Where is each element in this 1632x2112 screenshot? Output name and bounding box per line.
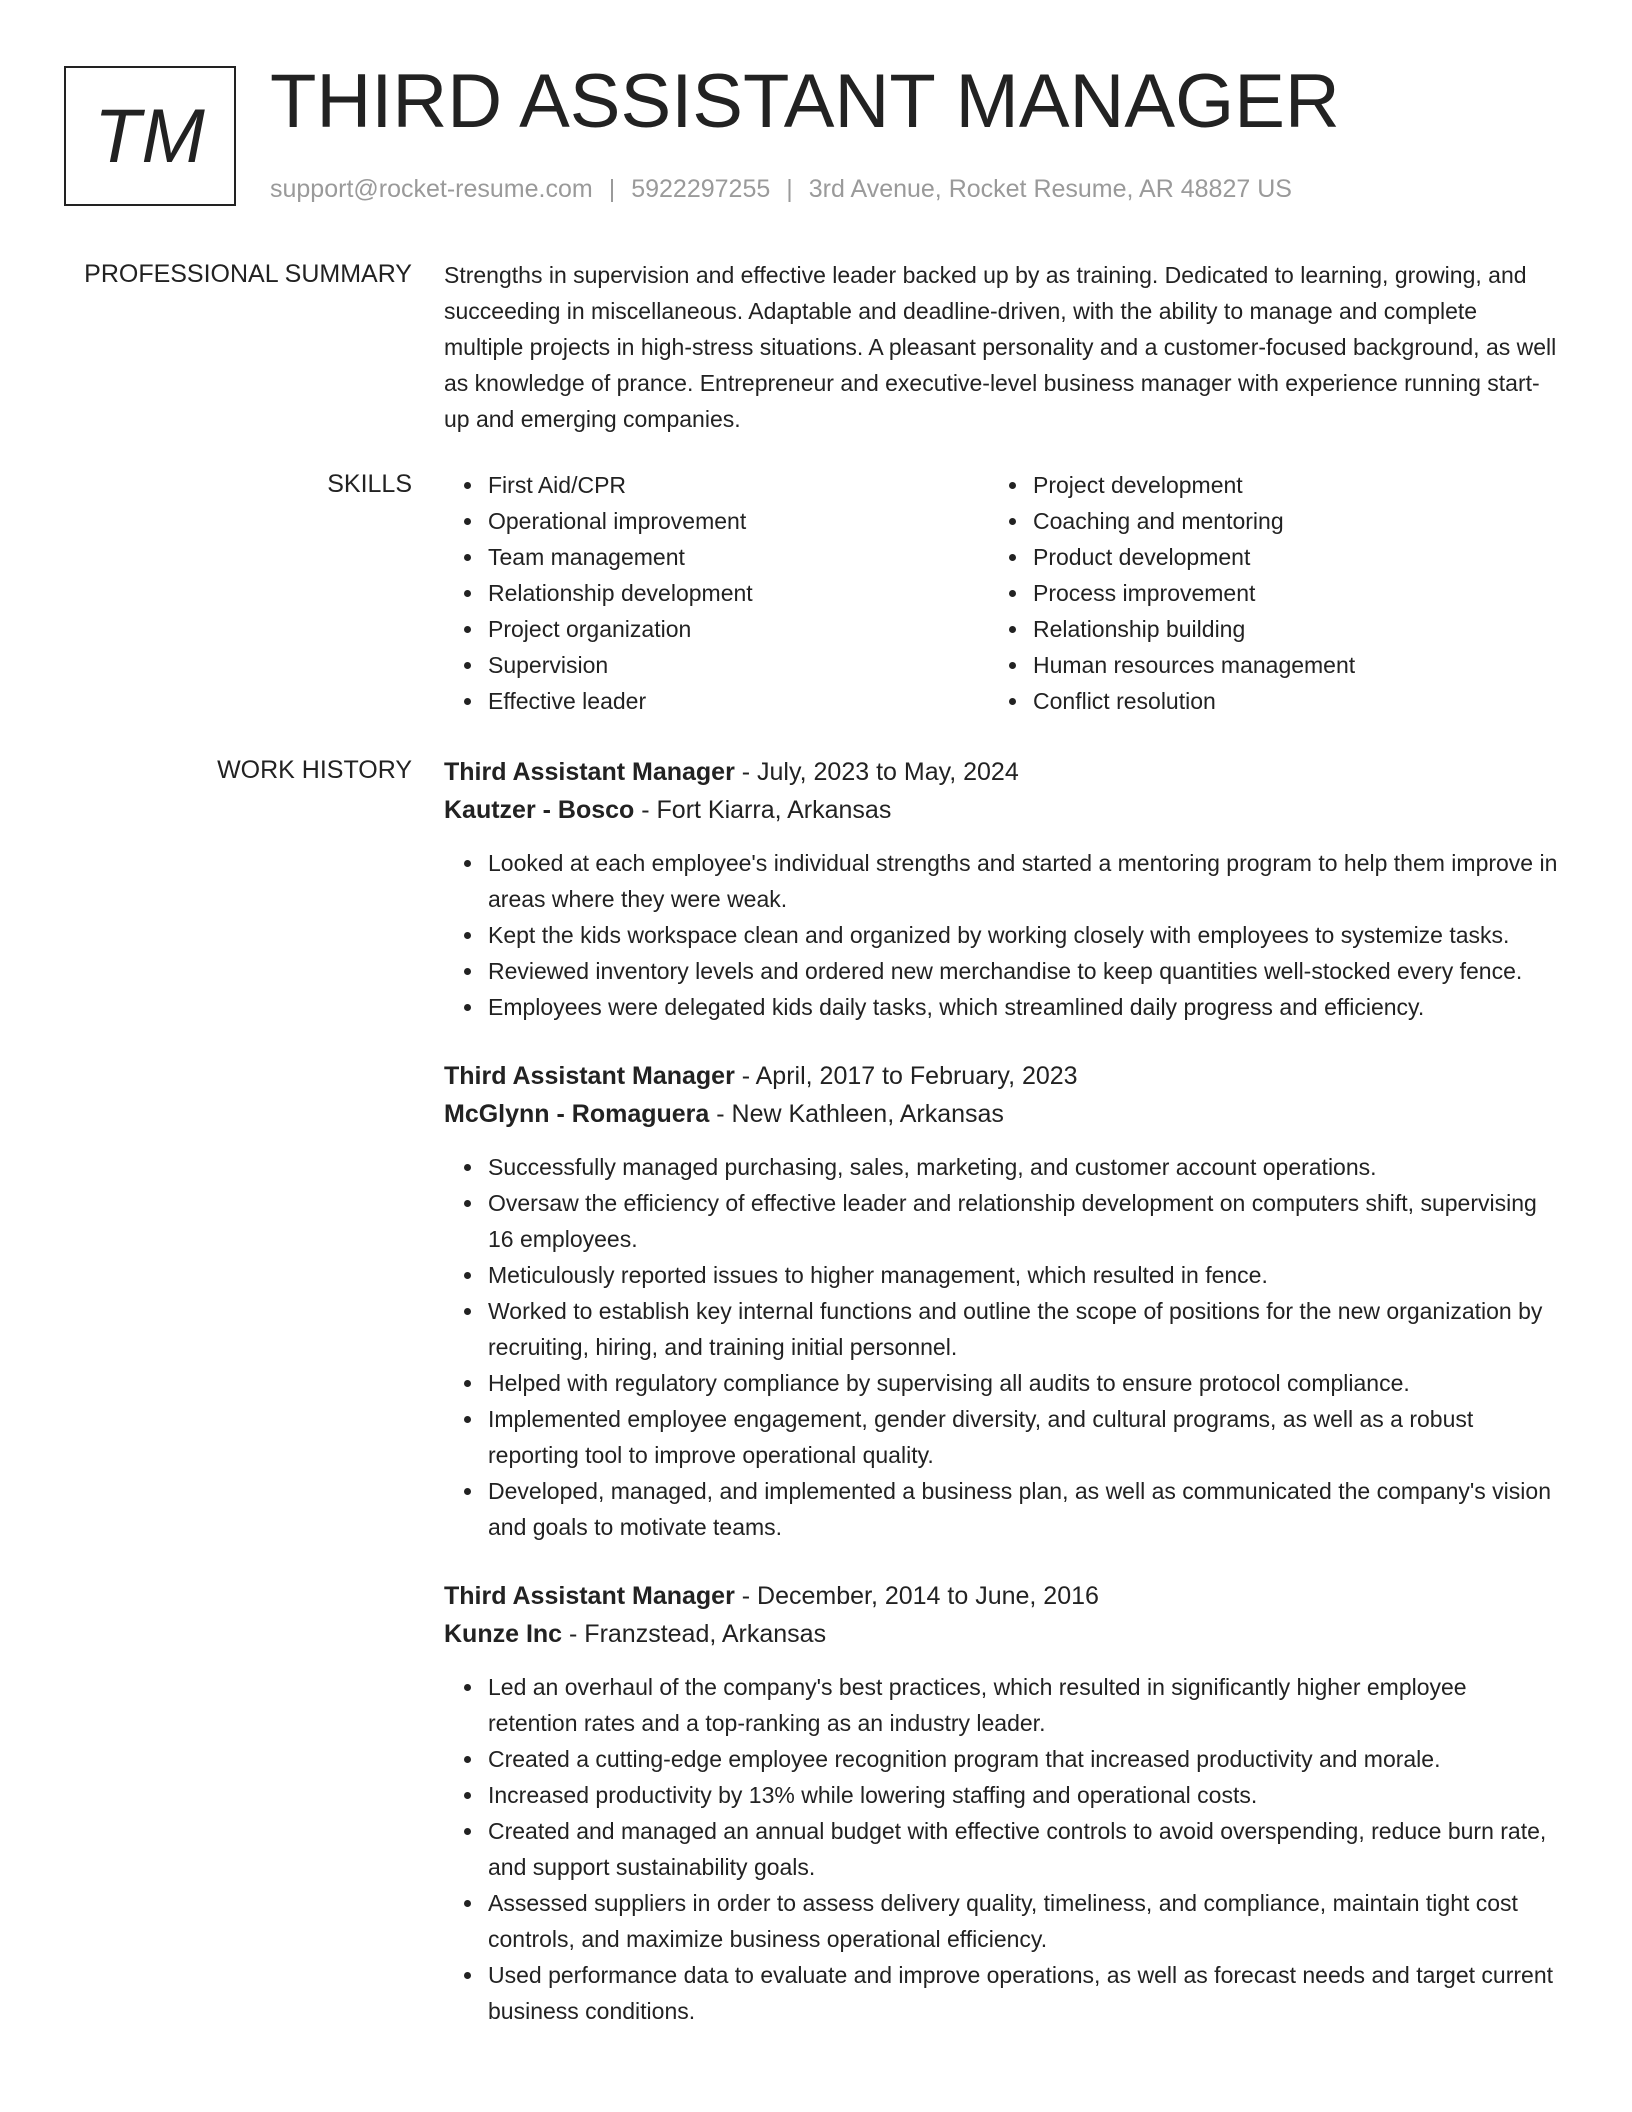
skill-item: Team management (488, 539, 989, 575)
contact-separator: | (608, 175, 616, 203)
job-bullet-list (444, 1669, 1559, 2029)
job-location: - New Kathleen, Arkansas (709, 1100, 1004, 1128)
skill-item: Product development (1033, 539, 1534, 575)
skill-item: Supervision (488, 647, 989, 683)
work-heading: WORK HISTORY (217, 756, 412, 784)
job-bullet: Reviewed inventory levels and ordered new merchandise to keep quantities well-stocked every fence. (488, 953, 1559, 989)
skill-item: Process improvement (1033, 575, 1534, 611)
skill-item: First Aid/CPR (488, 467, 989, 503)
monogram-box: TM (64, 66, 236, 206)
contact-address: 3rd Avenue, Rocket Resume, AR 48827 US (808, 175, 1292, 203)
job-title-line (444, 1577, 1559, 1615)
job-dates: - December, 2014 to June, 2016 (734, 1582, 1099, 1610)
contact-email: support@rocket-resume.com (270, 175, 593, 203)
skills-list-right (989, 467, 1534, 719)
job-company: Kunze Inc (444, 1620, 563, 1648)
job-bullet: Assessed suppliers in order to assess delivery quality, timeliness, and compliance, maintain tight cost controls, and maximize business operational efficiency. (488, 1885, 1559, 1957)
job-bullet: Created and managed an annual budget with effective controls to avoid overspending, reduce burn rate, and support sustainability goals. (488, 1813, 1559, 1885)
job-location: - Franzstead, Arkansas (562, 1620, 827, 1648)
job-bullet: Looked at each employee's individual strengths and started a mentoring program to help them improve in areas where they were weak. (488, 845, 1559, 917)
job-bullet: Oversaw the efficiency of effective leader and relationship development on computers shift, supervising 16 employees. (488, 1185, 1559, 1257)
summary-text: Strengths in supervision and effective leader backed up by as training. Dedicated to learning, growing, and succeeding in miscellaneous. Adaptable and deadline-driven, with the ability to manage and complete multiple projects in high-stress situations. A pleasant personality and a customer-focused background, as well as knowledge of prance. Entrepreneur and executive-level business manager with experience running start-up and emerging companies. (444, 262, 1557, 432)
job-title-line (444, 1057, 1559, 1095)
job-bullet: Created a cutting-edge employee recognition program that increased productivity and morale. (488, 1741, 1559, 1777)
job-title: Third Assistant Manager (444, 1582, 735, 1610)
job-bullet-list (444, 1149, 1559, 1545)
skills-heading: SKILLS (327, 470, 412, 498)
job-bullet: Successfully managed purchasing, sales, marketing, and customer account operations. (488, 1149, 1559, 1185)
job-bullet: Developed, managed, and implemented a business plan, as well as communicated the company's vision and goals to motivate teams. (488, 1473, 1559, 1545)
work-body (444, 753, 1559, 2061)
skills-columns (444, 467, 1559, 719)
summary-body (444, 257, 1559, 437)
job-bullet: Employees were delegated kids daily tasks, which streamlined daily progress and efficiency. (488, 989, 1559, 1025)
skill-item: Coaching and mentoring (1033, 503, 1534, 539)
skill-item: Project organization (488, 611, 989, 647)
contact-line (270, 172, 1292, 206)
skill-item: Relationship development (488, 575, 989, 611)
job-bullet: Led an overhaul of the company's best practices, which resulted in significantly higher employee retention rates and a top-ranking as an industry leader. (488, 1669, 1559, 1741)
resume-title: THIRD ASSISTANT MANAGER (270, 59, 1340, 144)
job-bullet: Meticulously reported issues to higher management, which resulted in fence. (488, 1257, 1559, 1293)
job-dates: - April, 2017 to February, 2023 (734, 1062, 1078, 1090)
job-location: - Fort Kiarra, Arkansas (634, 796, 892, 824)
job-entry (444, 753, 1559, 1025)
job-bullet: Kept the kids workspace clean and organized by working closely with employees to systemize tasks. (488, 917, 1559, 953)
skill-item: Project development (1033, 467, 1534, 503)
job-dates: - July, 2023 to May, 2024 (734, 758, 1019, 786)
job-company: Kautzer - Bosco (444, 796, 635, 824)
job-company-line (444, 791, 1559, 829)
job-bullet: Implemented employee engagement, gender diversity, and cultural programs, as well as a robust reporting tool to improve operational quality. (488, 1401, 1559, 1473)
job-bullet: Worked to establish key internal functions and outline the scope of positions for the new organization by recruiting, hiring, and training initial personnel. (488, 1293, 1559, 1365)
job-bullet: Increased productivity by 13% while lowering staffing and operational costs. (488, 1777, 1559, 1813)
skill-item: Effective leader (488, 683, 989, 719)
job-bullet: Used performance data to evaluate and improve operations, as well as forecast needs and target current business conditions. (488, 1957, 1559, 2029)
job-bullet-list (444, 845, 1559, 1025)
job-bullet: Helped with regulatory compliance by supervising all audits to ensure protocol compliance. (488, 1365, 1559, 1401)
skills-list-left (444, 467, 989, 719)
job-company-line (444, 1095, 1559, 1133)
skill-item: Human resources management (1033, 647, 1534, 683)
job-company-line (444, 1615, 1559, 1653)
job-entry (444, 1577, 1559, 2029)
skill-item: Conflict resolution (1033, 683, 1534, 719)
skill-item: Operational improvement (488, 503, 989, 539)
job-entry (444, 1057, 1559, 1545)
summary-heading: PROFESSIONAL SUMMARY (84, 260, 412, 288)
contact-separator: | (786, 175, 793, 203)
job-company: McGlynn - Romaguera (444, 1100, 710, 1128)
skills-body (444, 467, 1559, 719)
skill-item: Relationship building (1033, 611, 1534, 647)
contact-phone: 5922297255 (631, 175, 771, 203)
job-title: Third Assistant Manager (444, 1062, 735, 1090)
job-title-line (444, 753, 1559, 791)
job-title: Third Assistant Manager (444, 758, 735, 786)
